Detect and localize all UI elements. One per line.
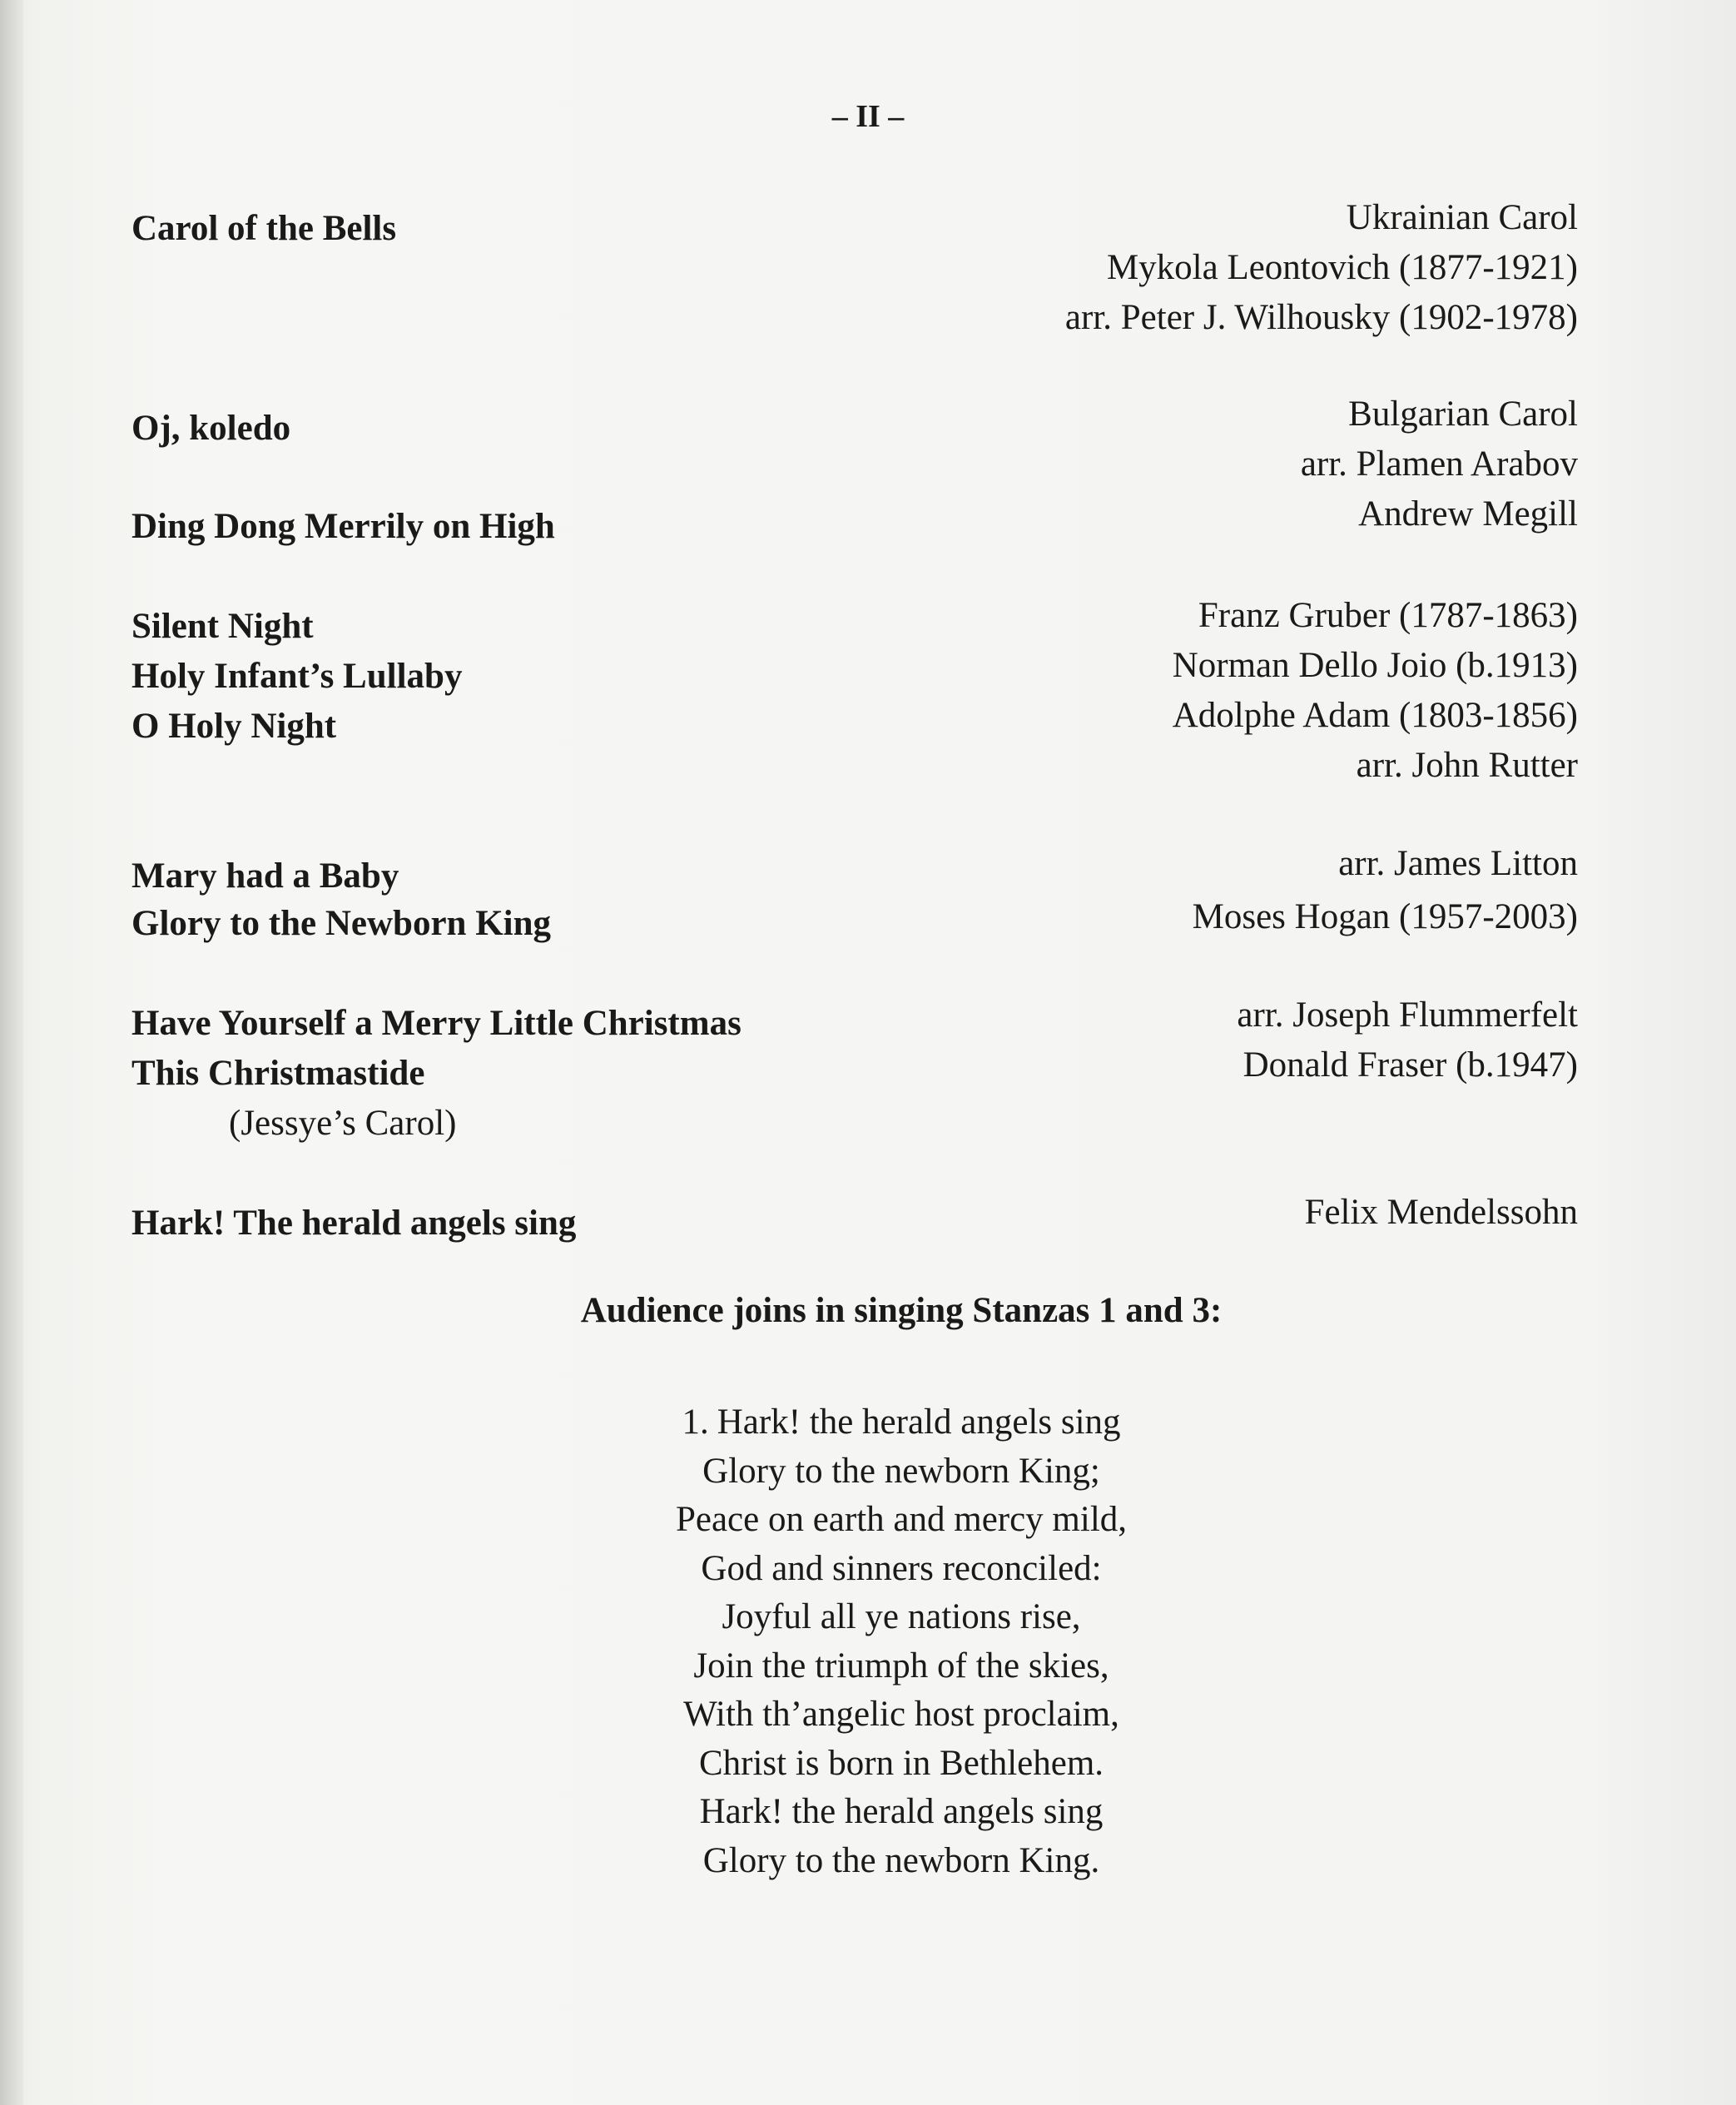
piece-credit: arr. Peter J. Wilhousky (1902-1978) [1064,298,1578,337]
stanza-number: 1. [682,1403,709,1442]
piece-title-silent-night: Silent Night [131,607,314,646]
page-number: – II – [831,99,905,134]
piece-title-hark: Hark! The herald angels sing [131,1204,577,1243]
piece-credit: Felix Mendelssohn [1304,1193,1578,1232]
lyric-line: God and sinners reconciled: [701,1548,1102,1588]
piece-credit: Ukrainian Carol [1346,198,1578,237]
audience-heading: Audience joins in singing Stanzas 1 and 3: [580,1291,1223,1330]
piece-credit: Andrew Megill [1358,494,1578,534]
piece-credit: arr. James Litton [1338,844,1578,883]
lyric-line: Join the triumph of the skies, [693,1646,1109,1685]
piece-credit: Moses Hogan (1957-2003) [1192,897,1578,936]
piece-title-have-yourself: Have Yourself a Merry Little Christmas [131,1004,742,1043]
piece-credit: Adolphe Adam (1803-1856) [1172,696,1578,735]
piece-title-glory-to-the-newborn-king: Glory to the Newborn King [131,904,552,943]
lyric-line: 1. Hark! the herald angels sing [682,1403,1121,1442]
piece-credit: arr. John Rutter [1356,746,1578,785]
lyric-line: Peace on earth and mercy mild, [675,1500,1128,1539]
piece-credit: Donald Fraser (b.1947) [1242,1045,1578,1085]
lyric-line: With th’angelic host proclaim, [683,1695,1119,1734]
piece-subtitle: (Jessye’s Carol) [229,1104,457,1143]
lyric-line: Glory to the newborn King; [702,1451,1100,1491]
piece-credit: Franz Gruber (1787-1863) [1198,596,1578,635]
piece-credit: Mykola Leontovich (1877-1921) [1106,248,1578,287]
piece-credit: arr. Plamen Arabov [1300,444,1578,484]
piece-title-ding-dong: Ding Dong Merrily on High [131,507,555,546]
stanza-lyrics [0,1398,1736,1885]
piece-title-carol-of-the-bells: Carol of the Bells [131,209,397,248]
piece-credit: arr. Joseph Flummerfelt [1237,995,1578,1035]
piece-title-holy-infants-lullaby: Holy Infant’s Lullaby [131,657,463,696]
lyric-line: Hark! the herald angels sing [699,1792,1104,1831]
piece-title-mary-had-a-baby: Mary had a Baby [131,856,399,896]
piece-credit: Norman Dello Joio (b.1913) [1172,646,1578,685]
lyric-line: Glory to the newborn King. [702,1840,1100,1880]
piece-title-oj-koledo: Oj, koledo [131,409,291,448]
piece-credit: Bulgarian Carol [1348,395,1578,434]
piece-title-this-christmastide: This Christmastide [131,1054,425,1093]
piece-title-o-holy-night: O Holy Night [131,707,337,746]
lyric-line: Christ is born in Bethlehem. [698,1743,1104,1783]
lyric-line: Joyful all ye nations rise, [722,1597,1081,1636]
